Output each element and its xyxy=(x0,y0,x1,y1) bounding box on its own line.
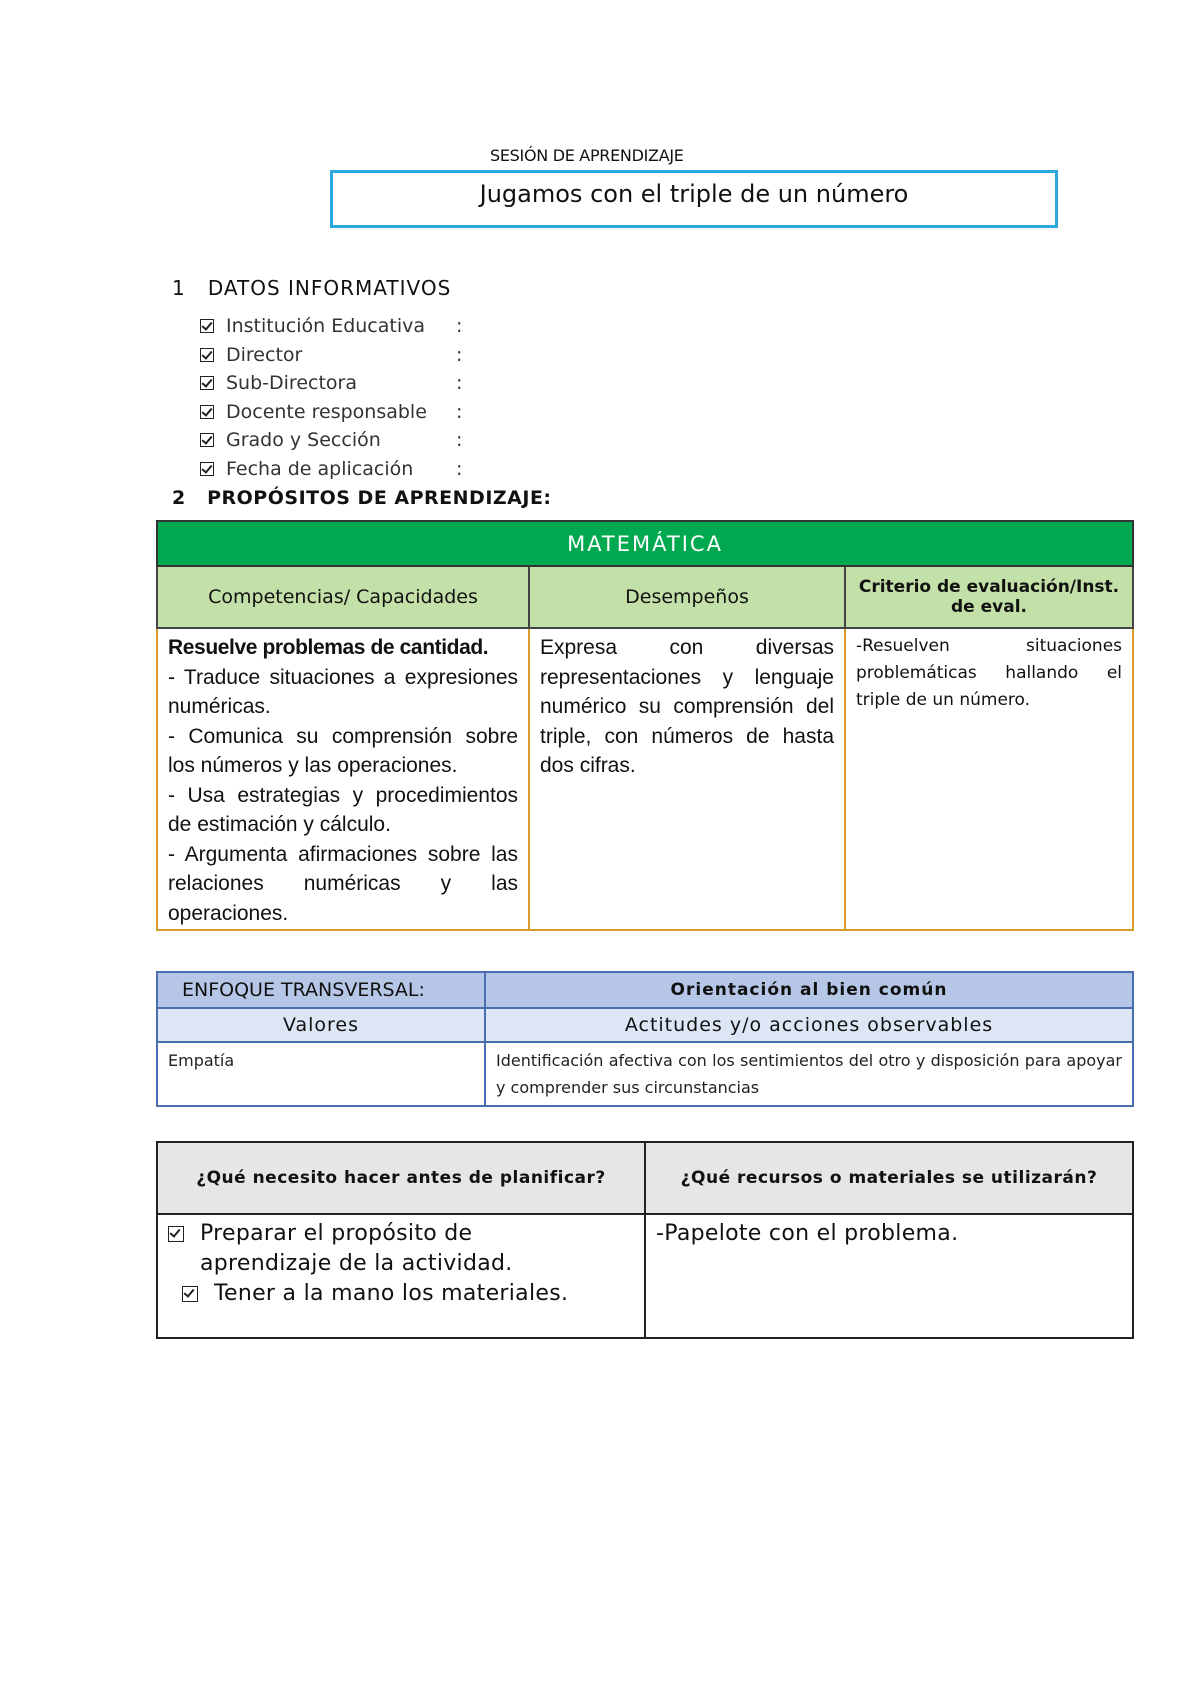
checkbox-icon xyxy=(182,1286,198,1302)
info-label: Fecha de aplicación xyxy=(226,457,414,480)
matematica-heading: MATEMÁTICA xyxy=(157,521,1133,566)
session-title: Jugamos con el triple de un número xyxy=(330,170,1058,228)
info-colon: : xyxy=(456,400,463,423)
checkbox-icon xyxy=(200,319,214,333)
checkbox-icon xyxy=(168,1226,184,1242)
capacidad-item: - Traduce situaciones a expresiones numéricas. xyxy=(168,665,518,718)
section-2-number: 2 xyxy=(172,487,186,509)
capacidad-item: - Argumenta afirmaciones sobre las relaciones numéricas y las operaciones. xyxy=(168,842,518,925)
checkbox-icon xyxy=(200,405,214,419)
info-label: Sub-Directora xyxy=(226,372,357,395)
enfoque-table xyxy=(156,971,1134,1107)
prep-item-1-line-2: aprendizaje de la actividad. xyxy=(200,1251,513,1276)
col-antes-planificar: ¿Qué necesito hacer antes de planificar? xyxy=(157,1142,645,1214)
section-2-title: PROPÓSITOS DE APRENDIZAJE: xyxy=(207,487,552,509)
col-valores: Valores xyxy=(157,1008,485,1042)
recursos-cell: -Papelote con el problema. xyxy=(645,1214,1133,1338)
info-list xyxy=(200,312,462,483)
info-label: Grado y Sección xyxy=(226,429,381,452)
desempeno-cell: Expresa con diversas representaciones y lenguaje numérico su comprensión del triple, con números de hasta dos cifras. xyxy=(529,628,845,930)
prep-item-1-line-1: Preparar el propósito de xyxy=(200,1221,473,1246)
criterio-cell: -Resuelven situaciones problemáticas hallando el triple de un número. xyxy=(845,628,1133,930)
section-2-heading xyxy=(172,487,552,509)
info-label: Docente responsable xyxy=(226,400,427,423)
prep-item-2 xyxy=(168,1279,634,1309)
info-colon: : xyxy=(456,429,463,452)
info-colon: : xyxy=(456,315,463,338)
prep-item-1 xyxy=(168,1219,634,1249)
checkbox-icon xyxy=(200,433,214,447)
info-colon: : xyxy=(456,457,463,480)
capacidad-item: - Usa estrategias y procedimientos de estimación y cálculo. xyxy=(168,783,518,836)
col-criterio: Criterio de evaluación/Inst. de eval. xyxy=(845,566,1133,628)
checkbox-icon xyxy=(200,462,214,476)
checkbox-icon xyxy=(200,348,214,362)
enfoque-name: Orientación al bien común xyxy=(485,972,1133,1008)
enfoque-label: ENFOQUE TRANSVERSAL: xyxy=(157,972,485,1008)
info-item-director xyxy=(200,341,462,370)
info-colon: : xyxy=(456,343,463,366)
col-actitudes: Actitudes y/o acciones observables xyxy=(485,1008,1133,1042)
info-item-grado xyxy=(200,426,462,455)
actitud-cell: Identificación afectiva con los sentimientos del otro y disposición para apoyar y comprender sus circunstancias xyxy=(485,1042,1133,1106)
info-item-institucion xyxy=(200,312,462,341)
prep-item-2-text: Tener a la mano los materiales. xyxy=(214,1281,569,1306)
info-item-docente xyxy=(200,398,462,427)
info-item-fecha xyxy=(200,455,462,484)
competencia-title: Resuelve problemas de cantidad. xyxy=(168,636,489,659)
antes-planificar-cell xyxy=(157,1214,645,1338)
col-recursos: ¿Qué recursos o materiales se utilizarán? xyxy=(645,1142,1133,1214)
planificar-table xyxy=(156,1141,1134,1339)
matematica-table xyxy=(156,520,1134,931)
info-label: Director xyxy=(226,343,303,366)
info-label: Institución Educativa xyxy=(226,315,426,338)
checkbox-icon xyxy=(200,376,214,390)
session-label: SESIÓN DE APRENDIZAJE xyxy=(490,146,684,165)
capacidad-item: - Comunica su comprensión sobre los números y las operaciones. xyxy=(168,724,518,777)
valor-cell: Empatía xyxy=(157,1042,485,1106)
section-1-title: DATOS INFORMATIVOS xyxy=(207,276,452,300)
info-item-subdirectora xyxy=(200,369,462,398)
competencias-cell xyxy=(157,628,529,930)
section-1-number: 1 xyxy=(172,276,186,300)
col-competencias: Competencias/ Capacidades xyxy=(157,566,529,628)
col-desempenos: Desempeños xyxy=(529,566,845,628)
section-1-heading xyxy=(172,276,451,300)
info-colon: : xyxy=(456,372,463,395)
